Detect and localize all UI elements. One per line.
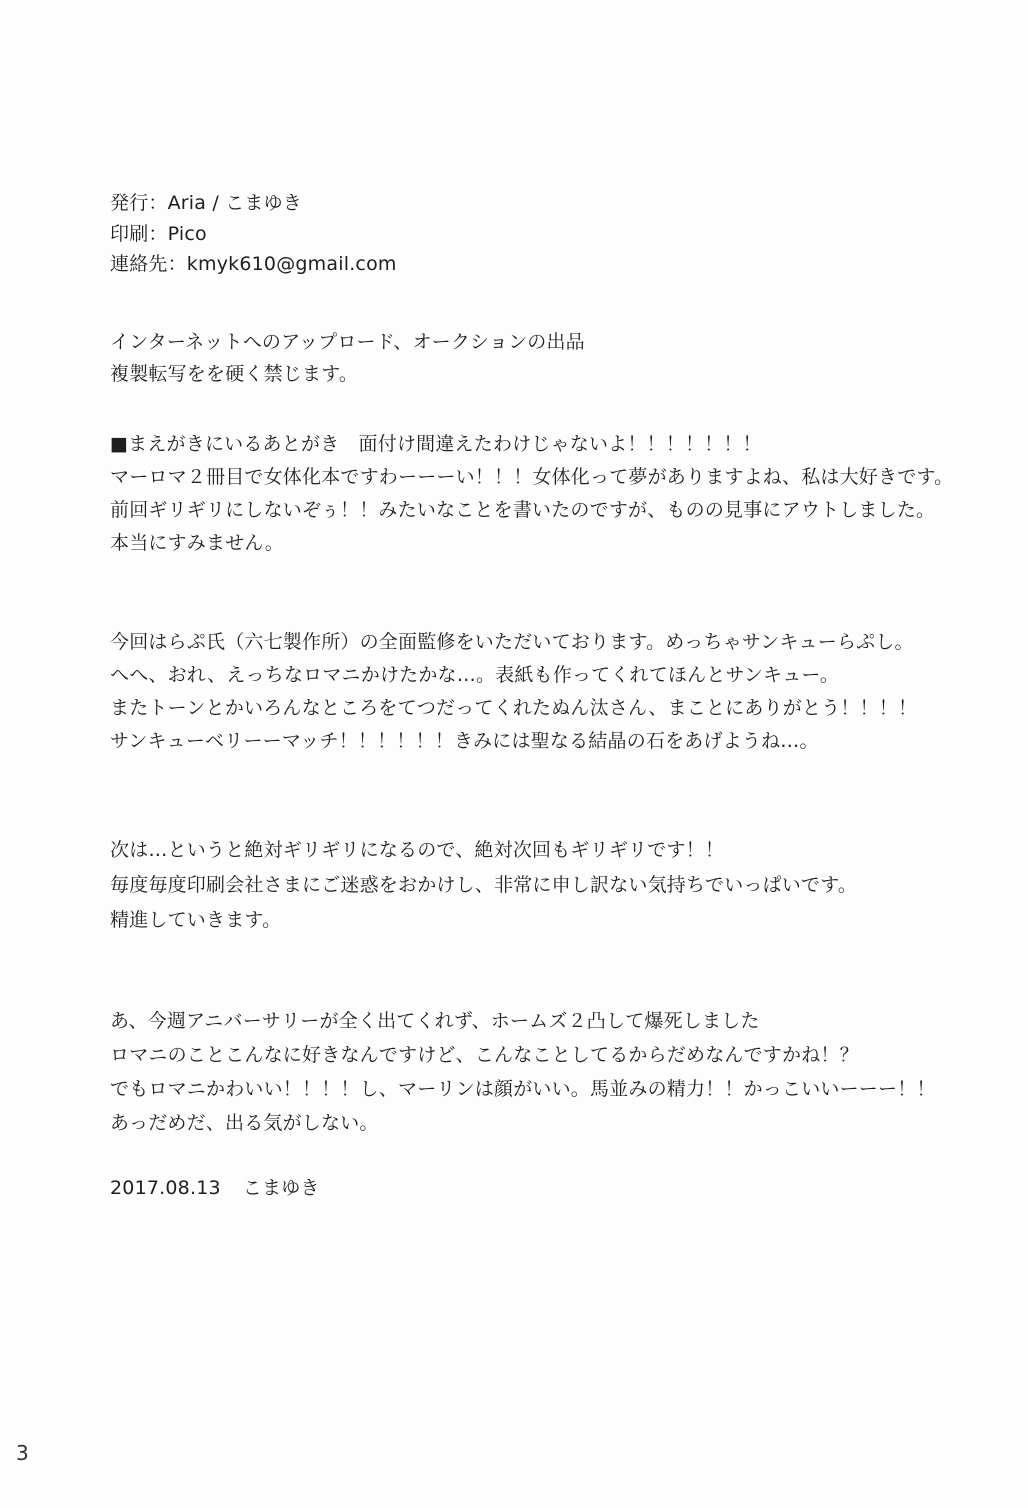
copyright-notice (110, 326, 970, 390)
paragraph-line: マーロマ２冊目で女体化本ですわーーーい！！！女体化って夢がありますよね、私は大好きです。 (110, 466, 954, 488)
signoff-line (110, 1174, 970, 1202)
afterword-paragraph-2 (110, 626, 970, 758)
paragraph-line: サンキューベリーーマッチ！！！！！！きみには聖なる結晶の石をあげようね…。 (110, 730, 819, 752)
signoff-author: こまゆき (242, 1177, 320, 1199)
colophon (110, 188, 970, 280)
paragraph-line: 今回はらぷ氏（六七製作所）の全面監修をいただいております。めっちゃサンキューらぷし。 (110, 631, 914, 653)
page-number: 3 (16, 1441, 29, 1465)
paragraph-line: 本当にすみません。 (110, 532, 284, 554)
paragraph-line: 前回ギリギリにしないぞぅ！！みたいなことを書いたのですが、ものの見事にアウトしました。 (110, 499, 936, 521)
paragraph-line: あ、今週アニバーサリーが全く出てくれず、ホームズ２凸して爆死しました (110, 1010, 760, 1032)
paragraph-line: 毎度毎度印刷会社さまにご迷惑をおかけし、非常に申し訳ない気持ちでいっぱいです。 (110, 874, 858, 896)
notice-line: 複製転写をを硬く禁じます。 (110, 363, 359, 385)
notice-line: インターネットへのアップロード、オークションの出品 (110, 331, 585, 353)
paragraph-heading: ■まえがきにいるあとがき 面付け間違えたわけじゃないよ！！！！！！！ (110, 433, 762, 455)
publisher-line: 発行：Aria / こまゆき (110, 192, 303, 214)
paragraph-line: 次は…というと絶対ギリギリになるので、絶対次回もギリギリです！！ (110, 839, 725, 861)
contact-line: 連絡先：kmyk610@gmail.com (110, 253, 397, 275)
signoff-date: 2017.08.13 (110, 1177, 221, 1199)
afterword-paragraph-1 (110, 428, 970, 560)
afterword-paragraph-3 (110, 833, 970, 938)
printer-line: 印刷：Pico (110, 222, 207, 245)
paragraph-line: またトーンとかいろんなところをてつだってくれたぬん汰さん、まことにありがとう！！！！ (110, 697, 918, 719)
paragraph-line: あっだめだ、出る気がしない。 (110, 1112, 379, 1134)
paragraph-line: へへ、おれ、えっちなロマニかけたかな…。表紙も作ってくれてほんとサンキュー。 (110, 664, 840, 686)
afterword-paragraph-4 (110, 1004, 970, 1140)
paragraph-line: 精進していきます。 (110, 909, 282, 931)
paragraph-line: でもロマニかわいい！！！！し、マーリンは顔がいい。馬並みの精力！！かっこいいーーー！！ (110, 1078, 936, 1100)
paragraph-line: ロマニのことこんなに好きなんですけど、こんなことしてるからだめなんですかね！？ (110, 1044, 859, 1066)
signoff (110, 1174, 970, 1202)
